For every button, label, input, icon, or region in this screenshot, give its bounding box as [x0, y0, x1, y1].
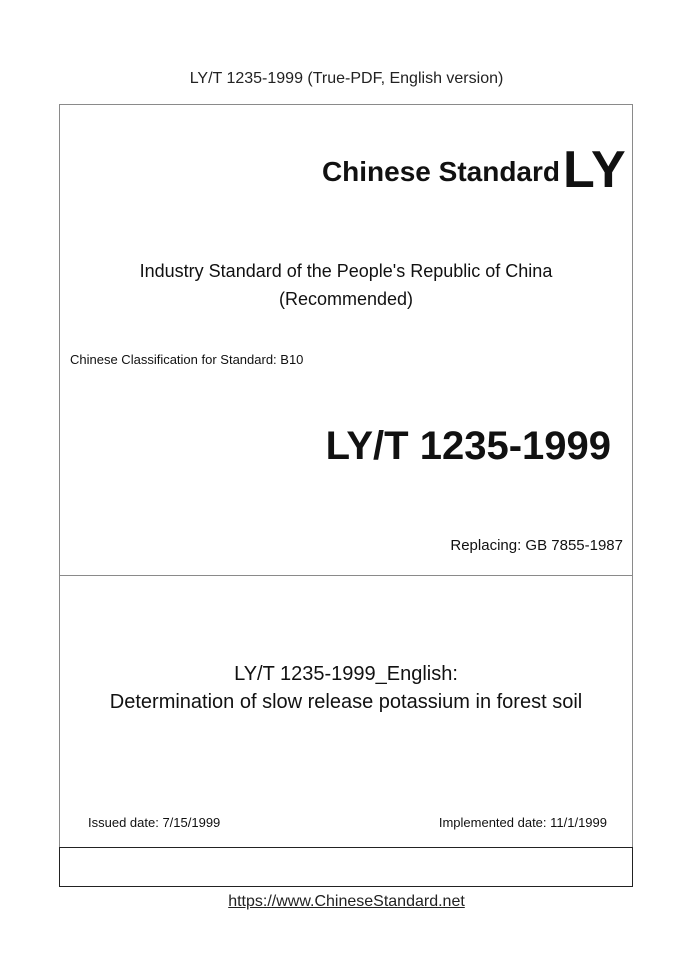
- document-title-line-1: LY/T 1235-1999_English:: [234, 663, 458, 685]
- cover-bottom-box: [59, 847, 633, 887]
- industry-line-1: Industry Standard of the People's Republic of China: [139, 261, 553, 281]
- industry-standard-heading: [59, 257, 633, 313]
- cover-title: Chinese Standard: [321, 156, 560, 187]
- classification-text: Chinese Classification for Standard: B10: [70, 352, 304, 367]
- document-title-line-2: Determination of slow release potassium in forest soil: [109, 691, 583, 713]
- implemented-date: Implemented date: 11/1/1999: [438, 815, 607, 830]
- document-title: [59, 660, 633, 716]
- issued-date: Issued date: 7/15/1999: [88, 815, 221, 830]
- page-header-text: LY/T 1235-1999 (True-PDF, English version): [189, 70, 504, 87]
- standard-number: LY/T 1235-1999: [325, 424, 611, 468]
- standard-code-mark: LY: [563, 141, 627, 199]
- replacing-text: Replacing: GB 7855-1987: [450, 537, 623, 554]
- industry-line-2: (Recommended): [278, 289, 414, 309]
- footer-website-link[interactable]: https://www.ChineseStandard.net: [228, 893, 465, 910]
